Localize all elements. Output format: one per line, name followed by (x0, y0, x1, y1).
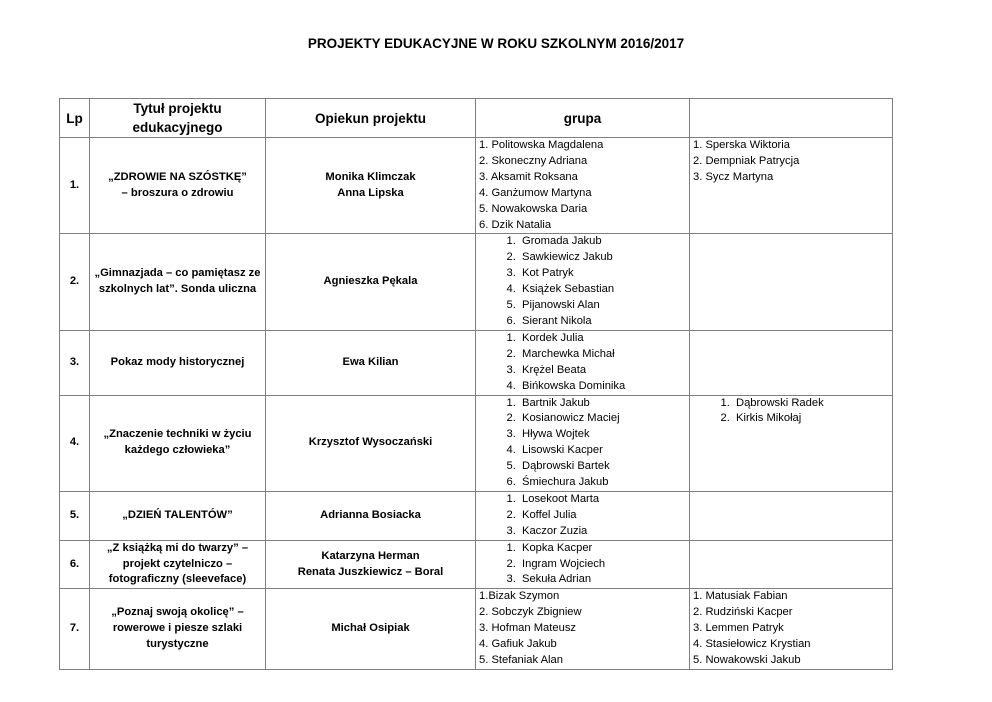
list-item: 3. Lemmen Patryk (693, 622, 784, 635)
list-item: 6. Dzik Natalia (479, 218, 552, 231)
header-grupa: grupa (476, 99, 690, 138)
list-item: 1. Kopka Kacper (519, 541, 689, 557)
header-lp: Lp (60, 99, 90, 138)
project-supervisor: Adrianna Bosiacka (266, 491, 476, 540)
project-supervisor: Monika Klimczak Anna Lipska (266, 138, 476, 234)
header-row (60, 99, 893, 138)
project-title: „Gimnazjada – co pamiętasz ze szkolnych lat”. Sonda uliczna (90, 234, 266, 330)
list-item: 2. Kirkis Mikołaj (733, 411, 892, 427)
group-list-extra (690, 234, 893, 330)
list-item: 3. Kaczor Zuzia (519, 524, 689, 540)
projects-table (59, 98, 893, 670)
group-list (476, 589, 690, 670)
group-list-extra (690, 540, 893, 589)
project-title: „Poznaj swoją okolicę” – rowerowe i piesze szlaki turystyczne (90, 589, 266, 670)
list-item: 3. Sycz Martyna (693, 170, 774, 183)
list-item: 4. Książek Sebastian (519, 282, 689, 298)
list-item: 4. Bińkowska Dominika (519, 379, 689, 395)
list-item: 1. Bartnik Jakub (519, 396, 689, 412)
list-item: 3. Hofman Mateusz (479, 622, 577, 635)
project-supervisor: Katarzyna Herman Renata Juszkiewicz – Boral (266, 540, 476, 589)
project-supervisor: Ewa Kilian (266, 330, 476, 395)
list-item: 4. Gafiuk Jakub (479, 638, 557, 651)
table-row (60, 138, 893, 234)
group-list (476, 330, 690, 395)
table-row (60, 589, 893, 670)
project-supervisor: Krzysztof Wysoczański (266, 395, 476, 491)
group-list-extra (690, 589, 893, 670)
list-item: 2. Rudziński Kacper (693, 606, 793, 619)
list-item: 1. Sperska Wiktoria (693, 139, 790, 151)
header-opiekun: Opiekun projektu (266, 99, 476, 138)
group-list-extra (690, 138, 893, 234)
list-item: 2. Ingram Wojciech (519, 557, 689, 573)
row-number: 6. (60, 540, 90, 589)
list-item: 6. Śmiechura Jakub (519, 475, 689, 491)
list-item: 1. Gromada Jakub (519, 234, 689, 250)
list-item: 2. Marchewka Michał (519, 347, 689, 363)
list-item: 3. Krężel Beata (519, 363, 689, 379)
project-supervisor: Michał Osipiak (266, 589, 476, 670)
list-item: 5. Nowakowski Jakub (693, 654, 801, 666)
list-item: 2. Skoneczny Adriana (479, 154, 588, 167)
list-item: 4. Stasiełowicz Krystian (693, 638, 811, 651)
group-list (476, 234, 690, 330)
list-item: 3. Kot Patryk (519, 266, 689, 282)
project-title: Pokaz mody historycznej (90, 330, 266, 395)
list-item: 6. Sierant Nikola (519, 314, 689, 330)
list-item: 3. Aksamit Roksana (479, 170, 578, 183)
page-title: PROJEKTY EDUKACYJNE W ROKU SZKOLNYM 2016/2017 (307, 36, 685, 51)
table-row (60, 540, 893, 589)
group-list-extra (690, 491, 893, 540)
project-title: „DZIEŃ TALENTÓW” (90, 491, 266, 540)
list-item: 4. Lisowski Kacper (519, 443, 689, 459)
project-supervisor: Agnieszka Pękala (266, 234, 476, 330)
table-row (60, 395, 893, 491)
list-item: 2. Sawkiewicz Jakub (519, 250, 689, 266)
list-item: 3. Sekuła Adrian (519, 572, 689, 588)
group-list-extra (690, 395, 893, 491)
header-extra (690, 99, 893, 138)
group-list-extra (690, 330, 893, 395)
list-item: 5. Stefaniak Alan (479, 654, 563, 666)
group-list (476, 540, 690, 589)
group-list (476, 491, 690, 540)
list-item: 1. Politowska Magdalena (479, 139, 604, 151)
list-item: 4. Ganżumow Martyna (479, 186, 592, 199)
group-list (476, 395, 690, 491)
list-item: 2. Kosianowicz Maciej (519, 411, 689, 427)
project-title: „Z książką mi do twarzy” – projekt czytelniczo – fotograficzny (sleeveface) (90, 540, 266, 589)
list-item: 2. Sobczyk Zbigniew (479, 606, 582, 619)
table-row (60, 491, 893, 540)
list-item: 1. Kordek Julia (519, 331, 689, 347)
list-item: 1. Matusiak Fabian (693, 590, 788, 603)
group-list (476, 138, 690, 234)
project-title: „ZDROWIE NA SZÓSTKĘ” – broszura o zdrowiu (90, 138, 266, 234)
list-item: 5. Dąbrowski Bartek (519, 459, 689, 475)
table-row (60, 234, 893, 330)
row-number: 4. (60, 395, 90, 491)
row-number: 5. (60, 491, 90, 540)
list-item: 1.Bizak Szymon (479, 590, 560, 603)
row-number: 7. (60, 589, 90, 670)
project-title: „Znaczenie techniki w życiu każdego człowieka” (90, 395, 266, 491)
list-item: 2. Dempniak Patrycja (693, 154, 800, 167)
list-item: 3. Hływa Wojtek (519, 427, 689, 443)
row-number: 1. (60, 138, 90, 234)
list-item: 5. Pijanowski Alan (519, 298, 689, 314)
list-item: 1. Dąbrowski Radek (733, 396, 892, 412)
list-item: 1. Losekoot Marta (519, 492, 689, 508)
list-item: 2. Koffel Julia (519, 508, 689, 524)
header-title: Tytuł projektu edukacyjnego (90, 99, 266, 138)
table-row (60, 330, 893, 395)
row-number: 2. (60, 234, 90, 330)
list-item: 5. Nowakowska Daria (479, 202, 588, 215)
row-number: 3. (60, 330, 90, 395)
